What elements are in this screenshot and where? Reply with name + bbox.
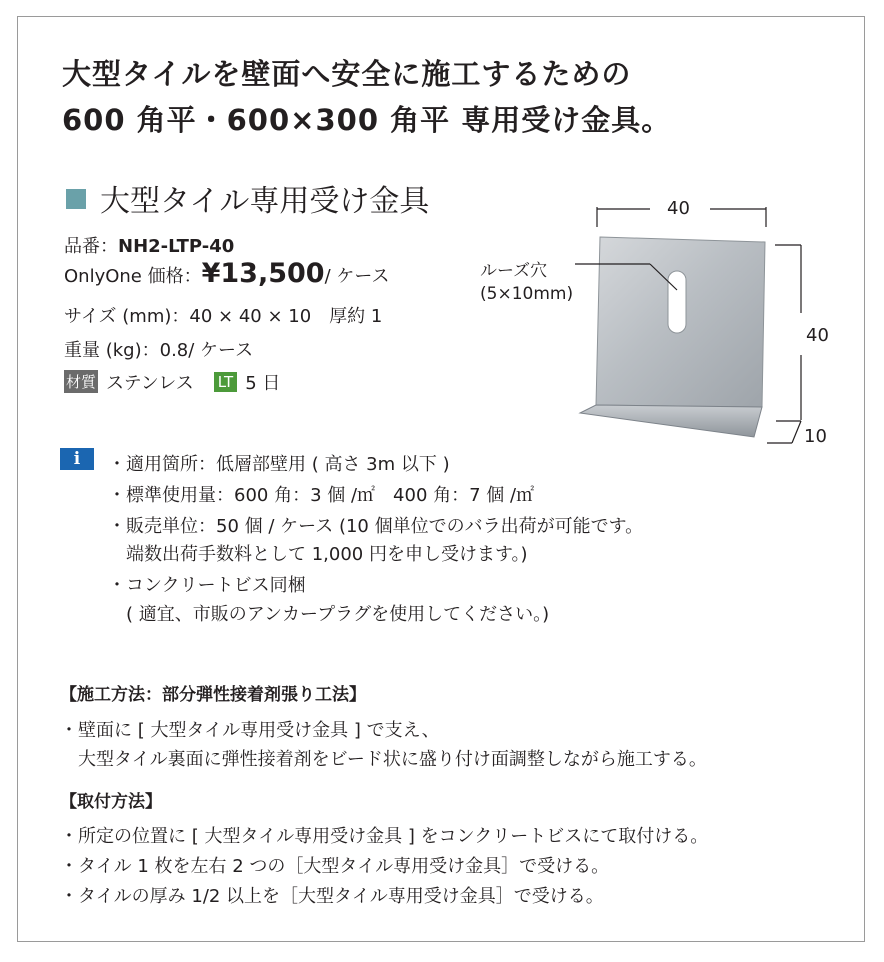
material-value: ステンレス	[106, 373, 194, 394]
price-unit: / ケース	[324, 266, 390, 287]
product-title	[66, 176, 429, 220]
install-line-2: ・タイル 1 枚を左右 2 つの［大型タイル専用受け金具］で受ける。	[60, 856, 610, 877]
material-badge: 材質	[64, 370, 98, 393]
headline-line-2: 600 角平・600×300 角平 専用受け金具。	[62, 103, 672, 137]
dim-bottom-line	[792, 421, 801, 443]
info-icon: i	[60, 448, 94, 470]
info-line-2: ・標準使用量：600 角：3 個 /㎡ 400 角：7 個 /㎡	[108, 485, 535, 506]
info-line-5: ・コンクリートビス同梱	[108, 575, 306, 596]
product-price	[64, 258, 389, 289]
install-heading: 【取付方法】	[60, 792, 162, 812]
headline-line-1: 大型タイルを壁面へ安全に施工するための	[62, 57, 632, 91]
price-label: OnlyOne 価格：	[64, 266, 202, 287]
bracket-bottom-flange	[580, 405, 762, 437]
product-size: サイズ (mm)：40 × 40 × 10 厚約 1	[64, 306, 383, 327]
price-value: ¥13,500	[201, 258, 325, 289]
construction-heading: 【施工方法：部分弾性接着剤張り工法】	[60, 685, 366, 705]
product-code-value: NH2-LTP-40	[118, 236, 235, 257]
install-line-1: ・所定の位置に [ 大型タイル専用受け金具 ] をコンクリートビスにて取付ける。	[60, 826, 709, 847]
construction-line-2: 大型タイル裏面に弾性接着剤をビード状に盛り付け面調整しながら施工する。	[60, 749, 707, 770]
product-code-label: 品番：	[64, 236, 118, 257]
dim-right-label: 40	[806, 325, 829, 346]
hole-label-2: (5×10mm)	[480, 284, 574, 304]
info-line-1: ・適用箇所：低層部壁用 ( 高さ 3m 以下 )	[108, 454, 450, 475]
lt-badge: LT	[214, 372, 237, 392]
info-line-6: ( 適宜、市販のアンカープラグを使用してください。)	[108, 604, 550, 625]
product-weight: 重量 (kg)：0.8/ ケース	[64, 340, 254, 361]
product-title-text: 大型タイル専用受け金具	[100, 184, 430, 219]
construction-line-1: ・壁面に [ 大型タイル専用受け金具 ] で支え、	[60, 720, 440, 741]
product-code	[64, 232, 234, 258]
lead-time-value: 5 日	[245, 373, 281, 394]
info-line-4: 端数出荷手数料として 1,000 円を申し受けます。)	[108, 544, 528, 565]
info-line-3: ・販売単位：50 個 / ケース (10 個単位でのバラ出荷が可能です。	[108, 516, 644, 537]
product-material-row	[64, 369, 280, 395]
bracket-diagram	[470, 195, 850, 455]
hole-label-1: ルーズ穴	[480, 261, 548, 281]
dim-bottom-label: 10	[804, 426, 827, 447]
accent-square-icon	[66, 189, 86, 209]
install-line-3: ・タイルの厚み 1/2 以上を［大型タイル専用受け金具］で受ける。	[60, 886, 604, 907]
slot-hole	[668, 271, 686, 333]
dim-top-label: 40	[667, 198, 690, 219]
